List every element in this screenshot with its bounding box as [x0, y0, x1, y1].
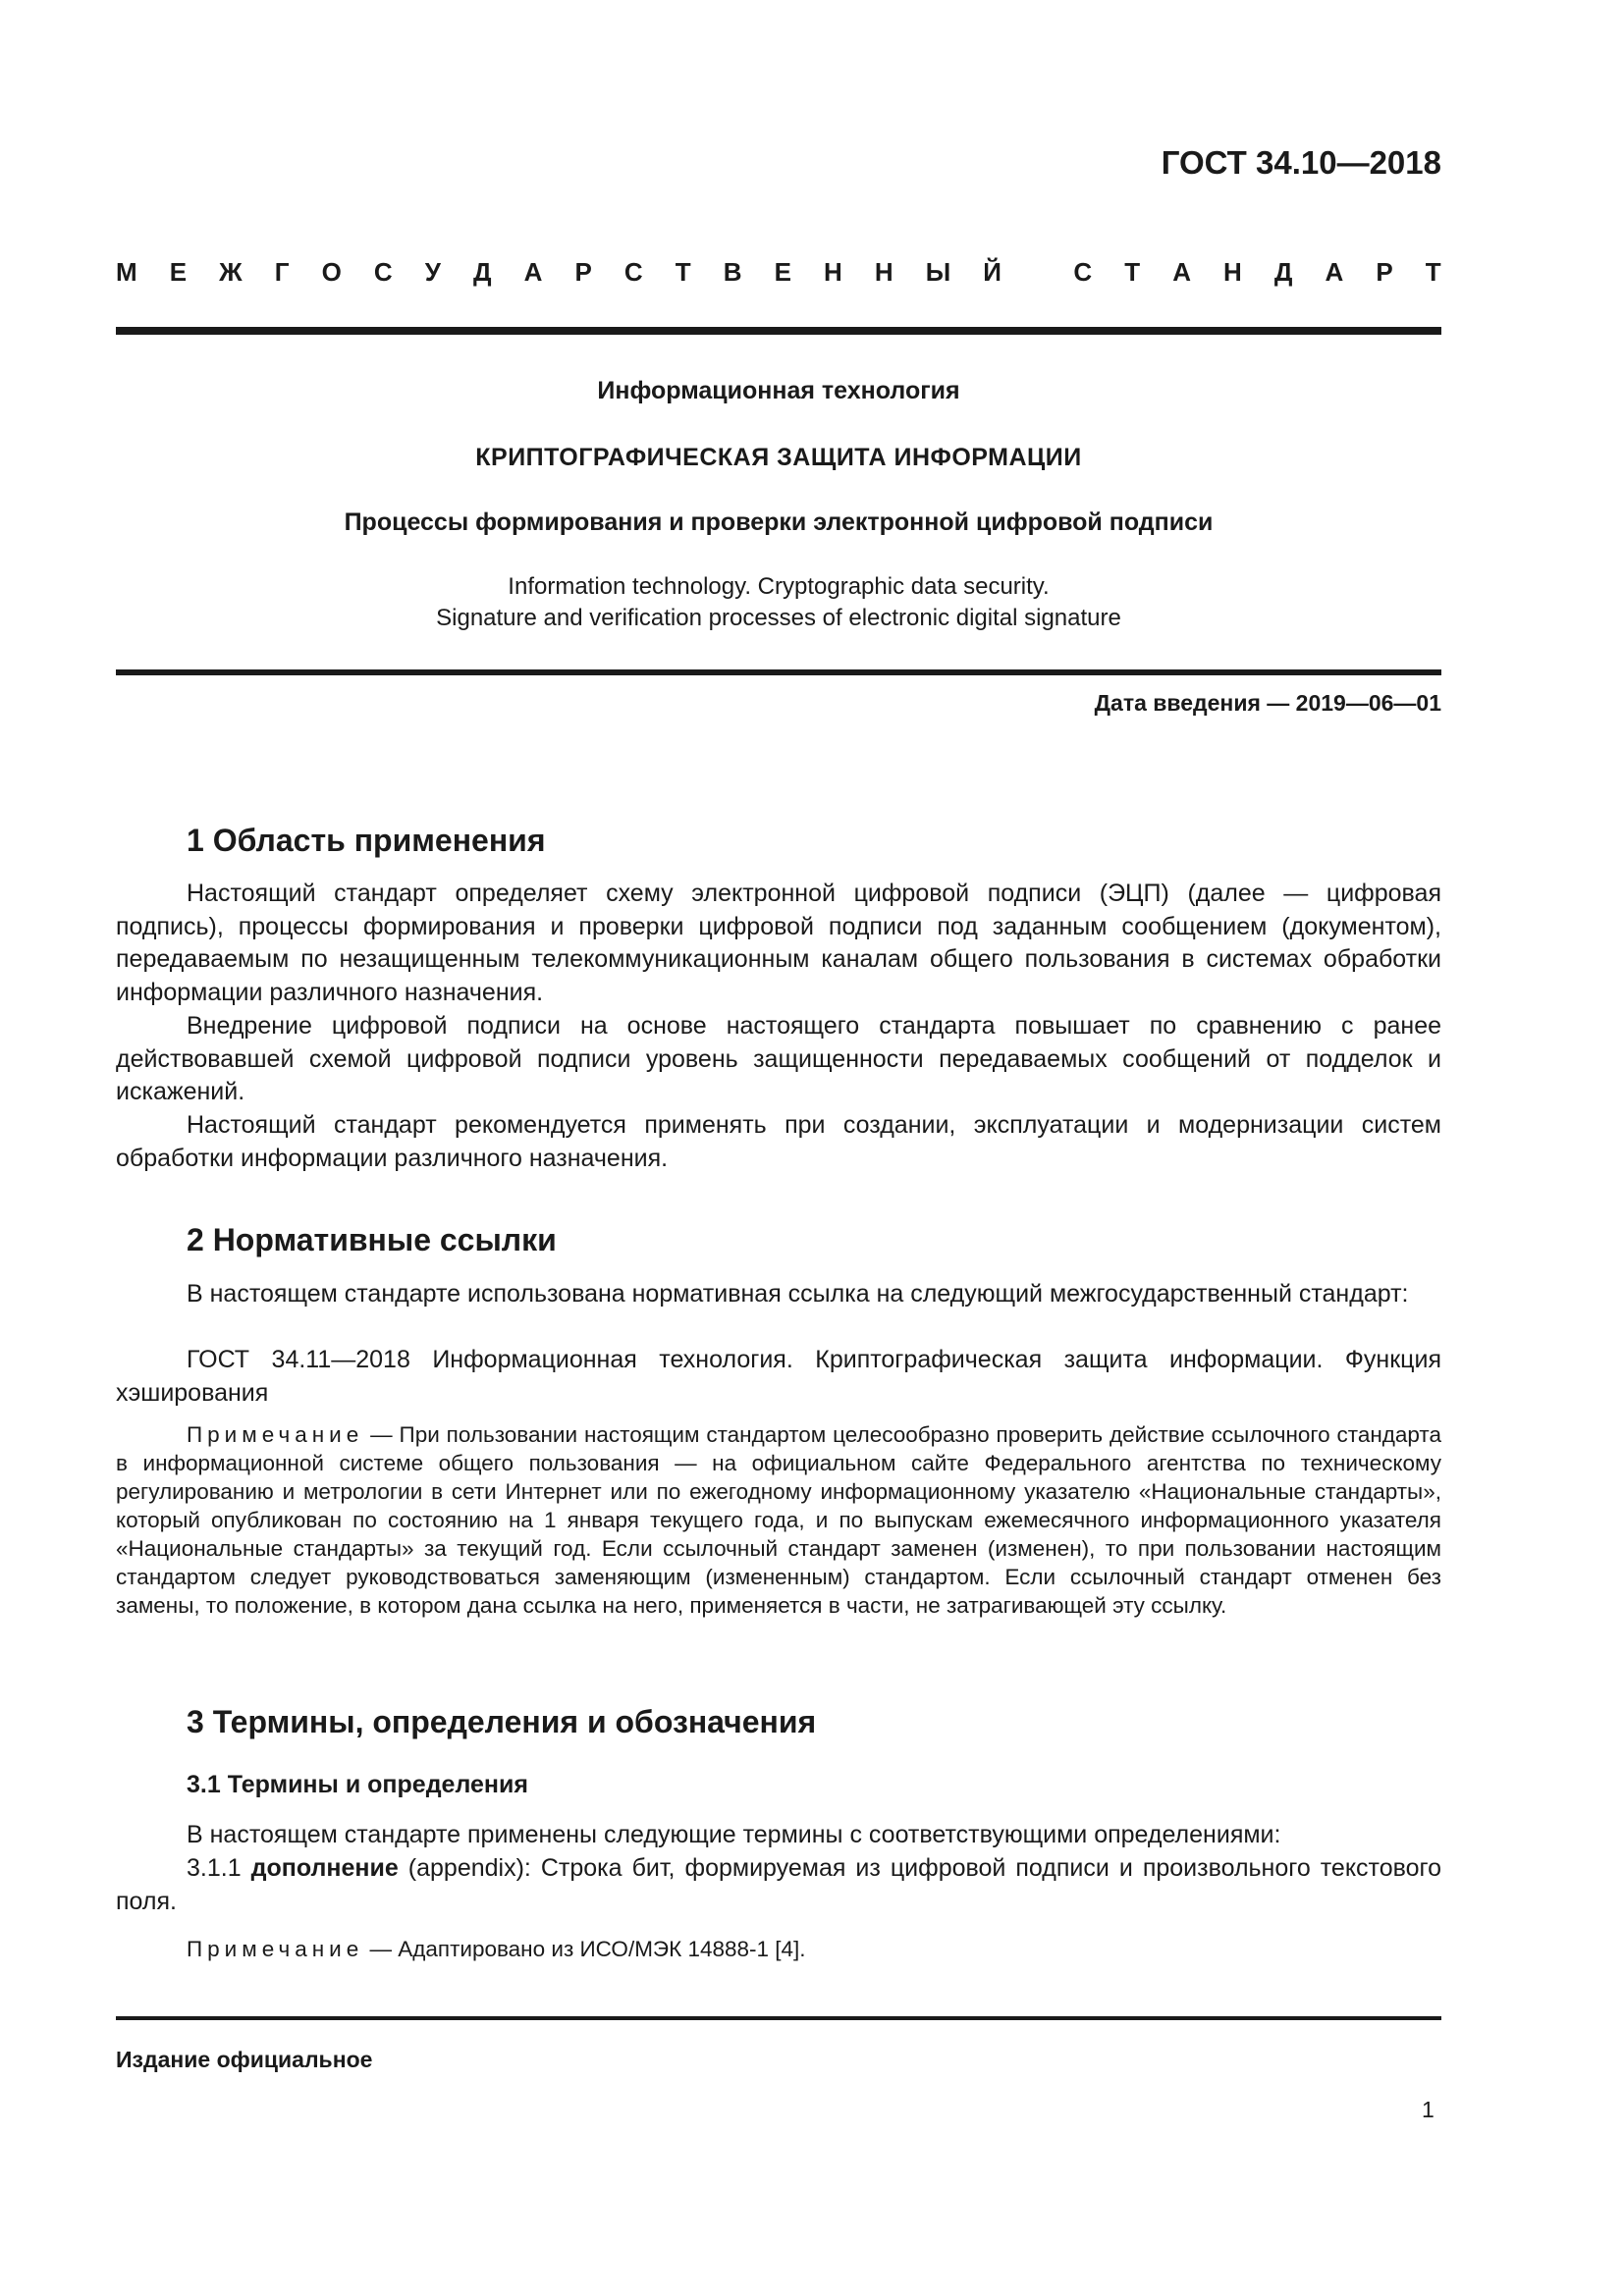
- term-definition-text: (appendix): Строка бит, формируемая из цифровой подписи и произвольного текстового поля.: [116, 1854, 1441, 1915]
- standard-type-letter: С: [373, 257, 393, 287]
- footer-divider: [116, 2016, 1441, 2020]
- note-text: — Адаптировано из ИСО/МЭК 14888-1 [4].: [363, 1937, 806, 1961]
- standard-type-letter: Н: [824, 257, 842, 287]
- standard-type-letter: Т: [675, 257, 691, 287]
- standard-type-letter: Р: [574, 257, 592, 287]
- standard-type-letter: А: [523, 257, 543, 287]
- standard-type-banner: [116, 257, 1441, 288]
- standard-type-letter: А: [1172, 257, 1191, 287]
- section-3-heading: 3 Термины, определения и обозначения: [187, 1704, 817, 1739]
- section-2-reference: ГОСТ 34.11—2018 Информационная технология. Криптографическая защита информации. Функция хэширования: [116, 1346, 1441, 1407]
- standard-type-letter: Н: [1223, 257, 1242, 287]
- section-1-paragraph-1: Настоящий стандарт определяет схему электронной цифровой подписи (ЭЦП) (далее — цифровая подпись), процессы формирования и проверки цифровой подписи под заданным сообщением (документом), передаваемым по незащищенным телекоммуникационным каналам общего пользования в системах обработки информации различного назначения.: [116, 880, 1441, 1006]
- title-line-2: КРИПТОГРАФИЧЕСКАЯ ЗАЩИТА ИНФОРМАЦИИ: [475, 444, 1082, 471]
- standard-type-letter: В: [723, 257, 742, 287]
- standard-type-letter: Й: [983, 257, 1001, 287]
- section-1-heading: 1 Область применения: [187, 823, 546, 858]
- standard-type-letter: Ы: [925, 257, 951, 287]
- standard-type-letter: О: [321, 257, 342, 287]
- section-3-paragraph-1: В настоящем стандарте применены следующие термины с соответствующими определениями:: [187, 1821, 1281, 1848]
- english-title-line-2: Signature and verification processes of electronic digital signature: [436, 605, 1121, 631]
- standard-type-letter: С: [623, 257, 643, 287]
- standard-type-letter: Д: [473, 257, 492, 287]
- standard-type-letter: Г: [274, 257, 290, 287]
- english-title-line-1: Information technology. Cryptographic data security.: [508, 573, 1050, 600]
- section-1-paragraph-2: Внедрение цифровой подписи на основе настоящего стандарта повышает по сравнению с ранее действовавшей схемой цифровой подписи уровень защищенности передаваемых сообщений от подделок и искажений.: [116, 1012, 1441, 1105]
- title-line-1: Информационная технология: [597, 377, 960, 404]
- section-2-paragraph-1: В настоящем стандарте использована нормативная ссылка на следующий межгосударственный стандарт:: [187, 1280, 1409, 1308]
- standard-type-letter: Т: [1124, 257, 1141, 287]
- section-2-heading: 2 Нормативные ссылки: [187, 1222, 557, 1257]
- section-3-note: [116, 1935, 1441, 1963]
- standard-type-letter: Д: [1273, 257, 1293, 287]
- section-2-note: [116, 1420, 1441, 1620]
- standard-type-letter: Е: [169, 257, 188, 287]
- standard-type-letter: Т: [1425, 257, 1441, 287]
- term-number: 3.1.1: [187, 1854, 251, 1882]
- standard-type-letter: М: [116, 257, 137, 287]
- term-definition: [116, 1852, 1441, 1918]
- note-label: Примечание: [187, 1937, 364, 1961]
- standard-type-letter: У: [424, 257, 441, 287]
- page-number: 1: [1422, 2097, 1435, 2122]
- introduction-date: Дата введения — 2019—06—01: [1094, 690, 1441, 716]
- document-number: ГОСТ 34.10—2018: [1161, 144, 1441, 181]
- section-1-paragraph-3: Настоящий стандарт рекомендуется применять при создании, эксплуатации и модернизации систем обработки информации различного назначения.: [116, 1111, 1441, 1172]
- standard-type-letter: Р: [1376, 257, 1393, 287]
- title-line-3: Процессы формирования и проверки электронной цифровой подписи: [344, 508, 1214, 536]
- standard-type-letter: Н: [874, 257, 893, 287]
- standard-type-letter: [1034, 257, 1041, 288]
- standard-type-letter: Ж: [219, 257, 243, 287]
- note-text: — При пользовании настоящим стандартом целесообразно проверить действие ссылочного стандарта в информационной системе общего пользования — на официальном сайте Федерального агентства по техническому регулированию и метрологии в сети Интернет или по ежегодному информационному указателю «Национальные стандарты», который опубликован по состоянию на 1 января текущего года, и по выпускам ежемесячного информационного указателя «Национальные стандарты» за текущий год. Если ссылочный стандарт заменен (изменен), то при пользовании настоящим стандартом следует руководствоваться заменяющим (измененным) стандартом. Если ссылочный стандарт отменен без замены, то положение, в котором дана ссылка на него, применяется в части, не затрагивающей эту ссылку.: [116, 1422, 1441, 1618]
- standard-type-letter: Е: [774, 257, 791, 287]
- section-3-1-subheading: 3.1 Термины и определения: [187, 1771, 528, 1798]
- standard-type-letter: А: [1325, 257, 1344, 287]
- note-label: Примечание: [187, 1422, 364, 1447]
- top-divider: [116, 327, 1441, 335]
- standard-type-letter: С: [1073, 257, 1093, 287]
- title-divider: [116, 669, 1441, 675]
- edition-label: Издание официальное: [116, 2047, 373, 2072]
- english-title: [116, 571, 1441, 634]
- term-name: дополнение: [250, 1854, 399, 1882]
